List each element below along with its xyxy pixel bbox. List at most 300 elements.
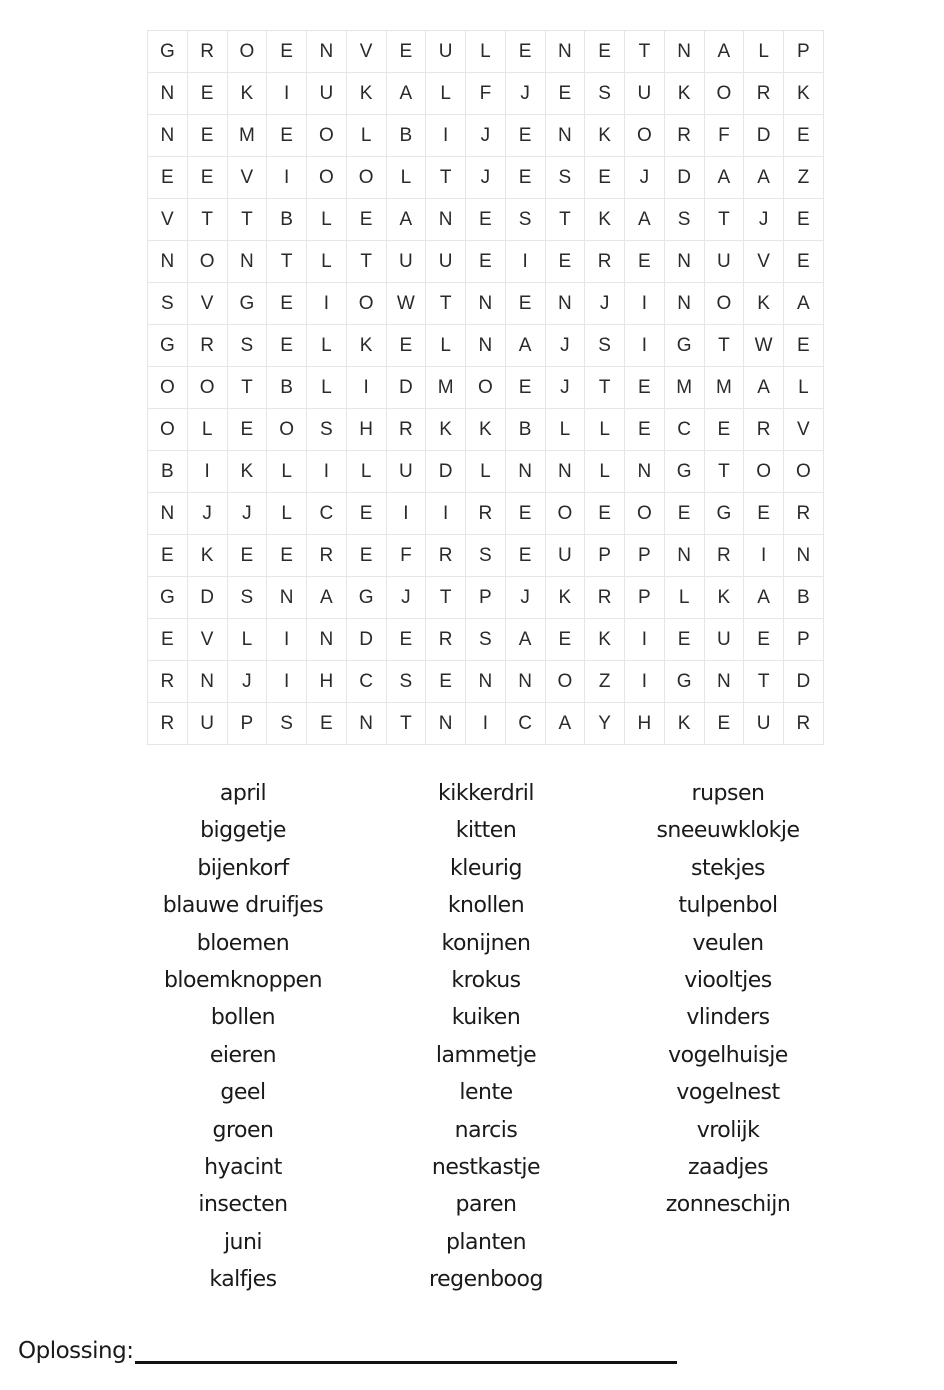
- grid-cell[interactable]: M: [426, 367, 466, 409]
- grid-cell[interactable]: J: [585, 283, 625, 325]
- grid-cell[interactable]: J: [546, 325, 586, 367]
- grid-cell[interactable]: R: [188, 325, 228, 367]
- grid-cell[interactable]: D: [784, 661, 824, 703]
- grid-cell[interactable]: N: [546, 451, 586, 493]
- grid-cell[interactable]: J: [506, 577, 546, 619]
- grid-cell[interactable]: T: [546, 199, 586, 241]
- grid-cell[interactable]: I: [307, 283, 347, 325]
- grid-cell[interactable]: L: [188, 409, 228, 451]
- grid-cell[interactable]: N: [426, 199, 466, 241]
- grid-cell[interactable]: B: [267, 199, 307, 241]
- grid-cell[interactable]: V: [228, 157, 268, 199]
- grid-cell[interactable]: N: [148, 493, 188, 535]
- grid-cell[interactable]: V: [347, 31, 387, 73]
- grid-cell[interactable]: L: [784, 367, 824, 409]
- grid-cell[interactable]: L: [466, 451, 506, 493]
- grid-cell[interactable]: S: [267, 703, 307, 745]
- grid-cell[interactable]: F: [387, 535, 427, 577]
- grid-cell[interactable]: I: [625, 325, 665, 367]
- grid-cell[interactable]: A: [744, 367, 784, 409]
- grid-cell[interactable]: S: [466, 619, 506, 661]
- grid-cell[interactable]: R: [387, 409, 427, 451]
- grid-cell[interactable]: G: [705, 493, 745, 535]
- grid-cell[interactable]: R: [784, 493, 824, 535]
- grid-cell[interactable]: S: [307, 409, 347, 451]
- grid-cell[interactable]: S: [585, 325, 625, 367]
- grid-cell[interactable]: N: [665, 535, 705, 577]
- grid-cell[interactable]: U: [188, 703, 228, 745]
- grid-cell[interactable]: I: [267, 157, 307, 199]
- grid-cell[interactable]: T: [705, 199, 745, 241]
- grid-cell[interactable]: B: [387, 115, 427, 157]
- grid-cell[interactable]: B: [506, 409, 546, 451]
- grid-cell[interactable]: E: [625, 409, 665, 451]
- word-list-item: stekjes: [691, 855, 765, 881]
- grid-cell[interactable]: E: [784, 115, 824, 157]
- grid-cell[interactable]: T: [705, 451, 745, 493]
- grid-cell[interactable]: G: [665, 661, 705, 703]
- grid-cell[interactable]: T: [387, 703, 427, 745]
- solution-answer-line[interactable]: [135, 1361, 677, 1364]
- grid-cell[interactable]: O: [744, 451, 784, 493]
- grid-cell[interactable]: I: [426, 493, 466, 535]
- grid-cell[interactable]: L: [307, 367, 347, 409]
- grid-cell[interactable]: O: [625, 115, 665, 157]
- grid-cell[interactable]: E: [546, 241, 586, 283]
- grid-cell[interactable]: Z: [585, 661, 625, 703]
- grid-cell[interactable]: I: [625, 661, 665, 703]
- grid-cell[interactable]: E: [506, 367, 546, 409]
- grid-cell[interactable]: U: [625, 73, 665, 115]
- grid-cell[interactable]: A: [744, 157, 784, 199]
- grid-cell[interactable]: P: [625, 535, 665, 577]
- grid-cell[interactable]: T: [426, 157, 466, 199]
- grid-cell[interactable]: S: [665, 199, 705, 241]
- grid-cell[interactable]: K: [585, 115, 625, 157]
- grid-cell[interactable]: N: [546, 283, 586, 325]
- grid-cell[interactable]: V: [188, 619, 228, 661]
- grid-cell[interactable]: N: [466, 283, 506, 325]
- grid-cell[interactable]: R: [585, 241, 625, 283]
- grid-cell[interactable]: A: [784, 283, 824, 325]
- grid-cell[interactable]: S: [228, 325, 268, 367]
- grid-cell[interactable]: D: [426, 451, 466, 493]
- grid-cell[interactable]: O: [188, 367, 228, 409]
- grid-cell[interactable]: E: [585, 31, 625, 73]
- grid-cell[interactable]: E: [705, 409, 745, 451]
- grid-cell[interactable]: L: [347, 115, 387, 157]
- grid-cell[interactable]: K: [347, 73, 387, 115]
- grid-cell[interactable]: N: [784, 535, 824, 577]
- grid-cell[interactable]: E: [387, 325, 427, 367]
- grid-cell[interactable]: R: [744, 73, 784, 115]
- grid-cell[interactable]: T: [705, 325, 745, 367]
- grid-cell[interactable]: N: [267, 577, 307, 619]
- grid-cell[interactable]: P: [625, 577, 665, 619]
- grid-cell[interactable]: L: [267, 493, 307, 535]
- grid-cell[interactable]: G: [347, 577, 387, 619]
- grid-cell[interactable]: I: [267, 73, 307, 115]
- grid-cell[interactable]: U: [307, 73, 347, 115]
- grid-cell[interactable]: L: [585, 451, 625, 493]
- grid-cell[interactable]: A: [506, 325, 546, 367]
- grid-cell[interactable]: B: [148, 451, 188, 493]
- grid-cell[interactable]: O: [546, 661, 586, 703]
- grid-cell[interactable]: R: [426, 619, 466, 661]
- grid-cell[interactable]: O: [347, 157, 387, 199]
- grid-cell[interactable]: O: [466, 367, 506, 409]
- grid-cell[interactable]: S: [466, 535, 506, 577]
- grid-cell[interactable]: E: [546, 619, 586, 661]
- grid-cell[interactable]: V: [188, 283, 228, 325]
- grid-cell[interactable]: M: [665, 367, 705, 409]
- grid-cell[interactable]: R: [148, 703, 188, 745]
- grid-cell[interactable]: J: [546, 367, 586, 409]
- grid-cell[interactable]: A: [387, 199, 427, 241]
- grid-cell[interactable]: E: [585, 157, 625, 199]
- word-list-item: kalfjes: [209, 1267, 277, 1293]
- grid-cell[interactable]: H: [625, 703, 665, 745]
- grid-cell[interactable]: N: [228, 241, 268, 283]
- grid-cell[interactable]: L: [228, 619, 268, 661]
- grid-cell[interactable]: E: [426, 661, 466, 703]
- grid-cell[interactable]: D: [387, 367, 427, 409]
- grid-cell[interactable]: V: [784, 409, 824, 451]
- grid-cell[interactable]: A: [546, 703, 586, 745]
- grid-cell[interactable]: U: [387, 451, 427, 493]
- grid-cell[interactable]: J: [744, 199, 784, 241]
- grid-cell[interactable]: U: [705, 241, 745, 283]
- grid-cell[interactable]: O: [267, 409, 307, 451]
- grid-cell[interactable]: G: [148, 31, 188, 73]
- grid-cell[interactable]: S: [506, 199, 546, 241]
- grid-cell[interactable]: B: [267, 367, 307, 409]
- grid-cell[interactable]: E: [188, 157, 228, 199]
- grid-cell[interactable]: E: [347, 493, 387, 535]
- grid-cell[interactable]: E: [506, 31, 546, 73]
- grid-cell[interactable]: K: [426, 409, 466, 451]
- grid-cell[interactable]: E: [744, 493, 784, 535]
- grid-cell[interactable]: K: [744, 283, 784, 325]
- grid-cell[interactable]: V: [744, 241, 784, 283]
- grid-cell[interactable]: V: [148, 199, 188, 241]
- grid-cell[interactable]: A: [744, 577, 784, 619]
- word-list-item: insecten: [198, 1192, 288, 1218]
- grid-cell[interactable]: P: [585, 535, 625, 577]
- word-list-item: zaadjes: [687, 1154, 769, 1180]
- grid-cell[interactable]: E: [267, 115, 307, 157]
- grid-cell[interactable]: E: [148, 619, 188, 661]
- grid-cell[interactable]: L: [466, 31, 506, 73]
- grid-cell[interactable]: J: [625, 157, 665, 199]
- grid-cell[interactable]: E: [506, 115, 546, 157]
- grid-cell[interactable]: I: [267, 619, 307, 661]
- grid-cell[interactable]: E: [188, 73, 228, 115]
- grid-cell[interactable]: E: [387, 31, 427, 73]
- grid-cell[interactable]: E: [625, 241, 665, 283]
- grid-cell[interactable]: T: [426, 577, 466, 619]
- grid-cell[interactable]: U: [705, 619, 745, 661]
- grid-cell[interactable]: E: [784, 199, 824, 241]
- grid-cell[interactable]: O: [188, 241, 228, 283]
- grid-cell[interactable]: E: [148, 157, 188, 199]
- grid-cell[interactable]: P: [228, 703, 268, 745]
- grid-cell[interactable]: U: [744, 703, 784, 745]
- grid-cell[interactable]: P: [466, 577, 506, 619]
- grid-cell[interactable]: R: [188, 31, 228, 73]
- grid-cell[interactable]: R: [744, 409, 784, 451]
- grid-cell[interactable]: G: [665, 451, 705, 493]
- grid-cell[interactable]: E: [546, 73, 586, 115]
- grid-cell[interactable]: B: [784, 577, 824, 619]
- grid-cell[interactable]: O: [625, 493, 665, 535]
- grid-cell[interactable]: K: [347, 325, 387, 367]
- grid-cell[interactable]: O: [784, 451, 824, 493]
- grid-cell[interactable]: E: [506, 157, 546, 199]
- grid-cell[interactable]: G: [228, 283, 268, 325]
- grid-cell[interactable]: R: [307, 535, 347, 577]
- grid-cell[interactable]: I: [625, 283, 665, 325]
- grid-cell[interactable]: R: [426, 535, 466, 577]
- grid-cell[interactable]: I: [267, 661, 307, 703]
- grid-cell[interactable]: A: [625, 199, 665, 241]
- grid-cell[interactable]: A: [387, 73, 427, 115]
- grid-cell[interactable]: K: [705, 577, 745, 619]
- grid-cell[interactable]: U: [546, 535, 586, 577]
- grid-cell[interactable]: O: [228, 31, 268, 73]
- grid-cell[interactable]: L: [347, 451, 387, 493]
- grid-cell[interactable]: S: [546, 157, 586, 199]
- grid-cell[interactable]: W: [744, 325, 784, 367]
- word-list-item: kitten: [455, 818, 517, 844]
- grid-cell[interactable]: G: [148, 577, 188, 619]
- word-list-item: groen: [212, 1117, 274, 1143]
- grid-cell[interactable]: E: [347, 199, 387, 241]
- grid-cell[interactable]: L: [546, 409, 586, 451]
- grid-cell[interactable]: N: [705, 661, 745, 703]
- grid-cell[interactable]: O: [347, 283, 387, 325]
- grid-cell[interactable]: I: [347, 367, 387, 409]
- grid-cell[interactable]: I: [744, 535, 784, 577]
- grid-cell[interactable]: P: [784, 31, 824, 73]
- grid-cell[interactable]: I: [426, 115, 466, 157]
- grid-cell[interactable]: I: [307, 451, 347, 493]
- grid-cell[interactable]: D: [347, 619, 387, 661]
- grid-cell[interactable]: E: [347, 535, 387, 577]
- grid-cell[interactable]: I: [387, 493, 427, 535]
- grid-cell[interactable]: K: [585, 199, 625, 241]
- grid-cell[interactable]: E: [267, 325, 307, 367]
- grid-cell[interactable]: L: [307, 325, 347, 367]
- grid-cell[interactable]: E: [228, 409, 268, 451]
- grid-cell[interactable]: N: [426, 703, 466, 745]
- grid-cell[interactable]: L: [426, 73, 466, 115]
- grid-cell[interactable]: U: [426, 241, 466, 283]
- grid-cell[interactable]: M: [228, 115, 268, 157]
- grid-cell[interactable]: N: [625, 451, 665, 493]
- grid-cell[interactable]: T: [744, 661, 784, 703]
- grid-cell[interactable]: K: [665, 703, 705, 745]
- grid-cell[interactable]: O: [148, 409, 188, 451]
- grid-cell[interactable]: J: [228, 661, 268, 703]
- grid-cell[interactable]: E: [784, 241, 824, 283]
- grid-cell[interactable]: A: [705, 31, 745, 73]
- grid-cell[interactable]: M: [705, 367, 745, 409]
- word-list-item: bloemen: [196, 930, 290, 956]
- grid-cell[interactable]: K: [665, 73, 705, 115]
- grid-cell[interactable]: O: [148, 367, 188, 409]
- grid-cell[interactable]: H: [307, 661, 347, 703]
- grid-cell[interactable]: E: [228, 535, 268, 577]
- grid-cell[interactable]: K: [228, 451, 268, 493]
- grid-cell[interactable]: C: [347, 661, 387, 703]
- grid-cell[interactable]: N: [307, 31, 347, 73]
- grid-cell[interactable]: W: [387, 283, 427, 325]
- grid-cell[interactable]: I: [188, 451, 228, 493]
- grid-cell[interactable]: L: [426, 325, 466, 367]
- grid-cell[interactable]: N: [347, 703, 387, 745]
- grid-cell[interactable]: D: [665, 157, 705, 199]
- grid-cell[interactable]: O: [705, 283, 745, 325]
- grid-cell[interactable]: L: [585, 409, 625, 451]
- grid-cell[interactable]: R: [466, 493, 506, 535]
- grid-cell[interactable]: N: [148, 241, 188, 283]
- grid-cell[interactable]: E: [267, 535, 307, 577]
- grid-cell[interactable]: I: [625, 619, 665, 661]
- grid-cell[interactable]: U: [426, 31, 466, 73]
- grid-cell[interactable]: R: [585, 577, 625, 619]
- grid-cell[interactable]: A: [307, 577, 347, 619]
- grid-cell[interactable]: N: [148, 115, 188, 157]
- word-list-item: narcis: [454, 1117, 518, 1143]
- grid-cell[interactable]: N: [665, 31, 705, 73]
- grid-cell[interactable]: R: [665, 115, 705, 157]
- grid-cell[interactable]: L: [387, 157, 427, 199]
- grid-cell[interactable]: T: [228, 367, 268, 409]
- grid-cell[interactable]: O: [546, 493, 586, 535]
- grid-cell[interactable]: K: [546, 577, 586, 619]
- grid-cell[interactable]: G: [148, 325, 188, 367]
- grid-cell[interactable]: N: [307, 619, 347, 661]
- grid-cell[interactable]: E: [784, 325, 824, 367]
- grid-cell[interactable]: I: [466, 703, 506, 745]
- grid-cell[interactable]: T: [625, 31, 665, 73]
- grid-cell[interactable]: E: [705, 703, 745, 745]
- grid-cell[interactable]: K: [228, 73, 268, 115]
- grid-cell[interactable]: K: [466, 409, 506, 451]
- grid-cell[interactable]: E: [585, 493, 625, 535]
- grid-cell[interactable]: S: [387, 661, 427, 703]
- grid-cell[interactable]: J: [466, 157, 506, 199]
- grid-cell[interactable]: N: [506, 661, 546, 703]
- grid-cell[interactable]: K: [784, 73, 824, 115]
- grid-cell[interactable]: O: [705, 73, 745, 115]
- grid-cell[interactable]: D: [744, 115, 784, 157]
- grid-cell[interactable]: K: [188, 535, 228, 577]
- grid-cell[interactable]: N: [665, 241, 705, 283]
- grid-cell[interactable]: H: [347, 409, 387, 451]
- grid-cell[interactable]: O: [307, 115, 347, 157]
- grid-cell[interactable]: J: [466, 115, 506, 157]
- grid-cell[interactable]: A: [705, 157, 745, 199]
- grid-cell[interactable]: F: [705, 115, 745, 157]
- grid-cell[interactable]: Y: [585, 703, 625, 745]
- grid-cell[interactable]: F: [466, 73, 506, 115]
- grid-cell[interactable]: T: [228, 199, 268, 241]
- solution-label: Oplossing:: [18, 1338, 134, 1364]
- grid-cell[interactable]: L: [267, 451, 307, 493]
- grid-cell[interactable]: J: [387, 577, 427, 619]
- grid-cell[interactable]: T: [188, 199, 228, 241]
- grid-cell[interactable]: U: [387, 241, 427, 283]
- grid-cell[interactable]: S: [148, 283, 188, 325]
- grid-cell[interactable]: C: [665, 409, 705, 451]
- grid-cell[interactable]: L: [665, 577, 705, 619]
- grid-cell[interactable]: A: [506, 619, 546, 661]
- grid-cell[interactable]: E: [466, 199, 506, 241]
- grid-cell[interactable]: E: [466, 241, 506, 283]
- grid-cell[interactable]: E: [148, 535, 188, 577]
- grid-cell[interactable]: N: [546, 115, 586, 157]
- grid-cell[interactable]: N: [188, 661, 228, 703]
- grid-cell[interactable]: N: [466, 661, 506, 703]
- grid-cell[interactable]: S: [585, 73, 625, 115]
- grid-cell[interactable]: E: [267, 283, 307, 325]
- grid-cell[interactable]: J: [228, 493, 268, 535]
- grid-cell[interactable]: I: [506, 241, 546, 283]
- grid-cell[interactable]: D: [188, 577, 228, 619]
- grid-cell[interactable]: P: [784, 619, 824, 661]
- grid-cell[interactable]: G: [665, 325, 705, 367]
- grid-cell[interactable]: R: [705, 535, 745, 577]
- grid-cell[interactable]: R: [784, 703, 824, 745]
- grid-cell[interactable]: E: [744, 619, 784, 661]
- grid-cell[interactable]: R: [148, 661, 188, 703]
- grid-cell[interactable]: N: [546, 31, 586, 73]
- grid-cell[interactable]: N: [506, 451, 546, 493]
- grid-cell[interactable]: N: [665, 283, 705, 325]
- grid-cell[interactable]: E: [506, 535, 546, 577]
- grid-cell[interactable]: L: [307, 199, 347, 241]
- grid-cell[interactable]: E: [387, 619, 427, 661]
- grid-cell[interactable]: J: [188, 493, 228, 535]
- grid-cell[interactable]: T: [585, 367, 625, 409]
- grid-cell[interactable]: C: [307, 493, 347, 535]
- grid-cell[interactable]: N: [466, 325, 506, 367]
- grid-cell[interactable]: N: [148, 73, 188, 115]
- grid-cell[interactable]: E: [307, 703, 347, 745]
- grid-cell[interactable]: J: [506, 73, 546, 115]
- grid-cell[interactable]: E: [188, 115, 228, 157]
- grid-cell[interactable]: T: [426, 283, 466, 325]
- grid-cell[interactable]: T: [267, 241, 307, 283]
- grid-cell[interactable]: Z: [784, 157, 824, 199]
- word-list-column-3: [608, 775, 848, 1224]
- grid-cell[interactable]: K: [585, 619, 625, 661]
- grid-cell[interactable]: E: [506, 493, 546, 535]
- grid-cell[interactable]: S: [228, 577, 268, 619]
- grid-cell[interactable]: L: [307, 241, 347, 283]
- grid-cell[interactable]: E: [267, 31, 307, 73]
- grid-cell[interactable]: O: [307, 157, 347, 199]
- grid-cell[interactable]: C: [506, 703, 546, 745]
- grid-cell[interactable]: E: [625, 367, 665, 409]
- grid-cell[interactable]: E: [665, 619, 705, 661]
- grid-cell[interactable]: E: [665, 493, 705, 535]
- grid-cell[interactable]: T: [347, 241, 387, 283]
- grid-cell[interactable]: E: [506, 283, 546, 325]
- grid-cell[interactable]: L: [744, 31, 784, 73]
